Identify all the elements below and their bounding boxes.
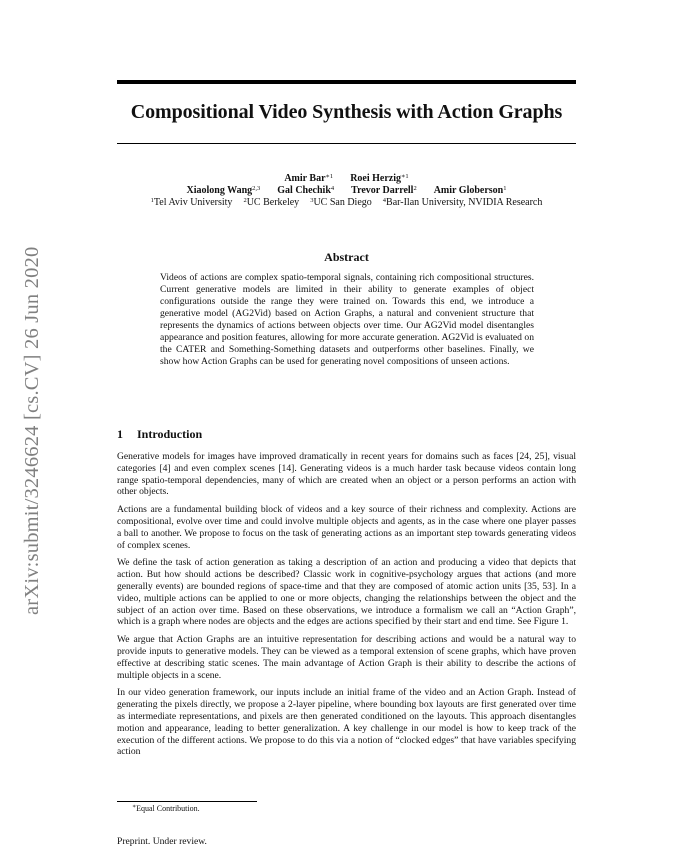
author-block xyxy=(110,173,583,209)
affiliation-sup: 2 xyxy=(243,197,247,204)
author-sup: 2,3 xyxy=(252,185,261,192)
section-body xyxy=(117,451,576,764)
affiliation-sup: 1 xyxy=(150,197,154,204)
section-heading xyxy=(117,427,202,442)
preprint-footer: Preprint. Under review. xyxy=(117,836,207,847)
author-sup: 2 xyxy=(413,185,417,192)
author-sup: ∗1 xyxy=(401,173,409,180)
paragraph: We define the task of action generation as taking a description of an action and producing a video that depicts that action. But how should actions be described? Classic work in cognitive-psychology argues that actions (and more generally events) are bounded regions of space-time and that they are composed of atomic action units [35, 53]. In a video, multiple actions can be applied to one or more objects, changing the relationships between the object and the subject of an action over time. Based on these observations, we introduce a formalism we call an “Action Graph”, which is a graph where nodes are objects and the edges are actions specified by their start and end time. See Figure 1. xyxy=(117,557,576,628)
paper-title: Compositional Video Synthesis with Action Graphs xyxy=(130,101,563,123)
paragraph: Generative models for images have improved dramatically in recent years for domains such as faces [24, 25], visual categories [4] and even complex scenes [14]. Generating videos is a much harder task because videos contain long range spatio-temporal dependencies, many of which are created when an object or a person performs an action with other objects. xyxy=(117,451,576,498)
footnote-rule xyxy=(117,801,257,802)
footnote-mark: ∗ xyxy=(132,804,137,810)
author-name: Xiaolong Wang xyxy=(186,185,253,196)
affiliation-name: Bar-Ilan University, NVIDIA Research xyxy=(386,197,543,208)
author-name: Amir Globerson xyxy=(433,185,504,196)
paragraph: In our video generation framework, our inputs include an initial frame of the video and an Action Graph. Instead of generating the pixels directly, we propose a 2-layer pipeline, where bounding box layouts are first generated over time as intermediate representations, and pixels are then generated conditioned on the layouts. This approach disentangles motion and appearance, leading to better generalization. A key challenge in our model is how to keep track of the execution of the different actions. We propose to do this via a notion of “clocked edges” that have variables specifying action xyxy=(117,687,576,758)
section-number: 1 xyxy=(117,427,123,441)
abstract-text: Videos of actions are complex spatio-temporal signals, containing rich compositional structures. Current generative models are limited in their ability to generate examples of object configurations outside the range they were trained on. Towards this end, we introduce a generative model (AG2Vid) based on Action Graphs, a natural and convenient structure that represents the dynamics of actions between objects over time. Our AG2Vid model disentangles appearance and position features, allowing for more accurate generation. AG2Vid is evaluated on the CATER and Something-Something datasets and outperforms other baselines. Finally, we show how Action Graphs can be used for generating novel compositions of unseen actions. xyxy=(160,272,534,367)
paragraph: We argue that Action Graphs are an intuitive representation for describing actions and would be a natural way to provide inputs to generative models. They can be viewed as a temporal extension of scene graphs, which have proven effective at describing static scenes. The main advantage of Action Graph is their ability to describe the actions of multiple objects in a scene. xyxy=(117,634,576,681)
title-top-rule xyxy=(117,80,576,84)
author-sup: 4 xyxy=(330,185,335,192)
affiliation-name: UC San Diego xyxy=(313,197,372,208)
author-sup: ∗1 xyxy=(325,173,334,180)
author-sup: 1 xyxy=(503,185,507,192)
author-name: Roei Herzig xyxy=(350,173,401,184)
author-name: Trevor Darrell xyxy=(351,185,414,196)
author-row-1 xyxy=(110,173,583,185)
author-name: Gal Chechik xyxy=(277,185,331,196)
author-row-2 xyxy=(110,185,583,197)
footnote-text: Equal Contribution. xyxy=(136,804,200,813)
affiliation-name: UC Berkeley xyxy=(246,197,300,208)
title-bottom-rule xyxy=(117,143,576,144)
paragraph: Actions are a fundamental building block of videos and a key source of their richness and complexity. Actions are compositional, evolve over time and could involve multiple objects and agents, as in the case where one player passes a ball to another. We propose to focus on the task of generating actions as an important step towards generating videos of complex scenes. xyxy=(117,504,576,551)
footnote xyxy=(132,804,200,813)
author-name: Amir Bar xyxy=(284,173,326,184)
section-title: Introduction xyxy=(137,427,203,441)
arxiv-stamp: arXiv:submit/3246624 [cs.CV] 26 Jun 2020 xyxy=(21,246,43,615)
affiliation-name: Tel Aviv University xyxy=(153,197,233,208)
abstract-heading: Abstract xyxy=(324,250,369,264)
affiliation-sup: 3 xyxy=(310,197,314,204)
affiliations xyxy=(110,197,583,209)
affiliation-sup: 4 xyxy=(382,197,387,204)
